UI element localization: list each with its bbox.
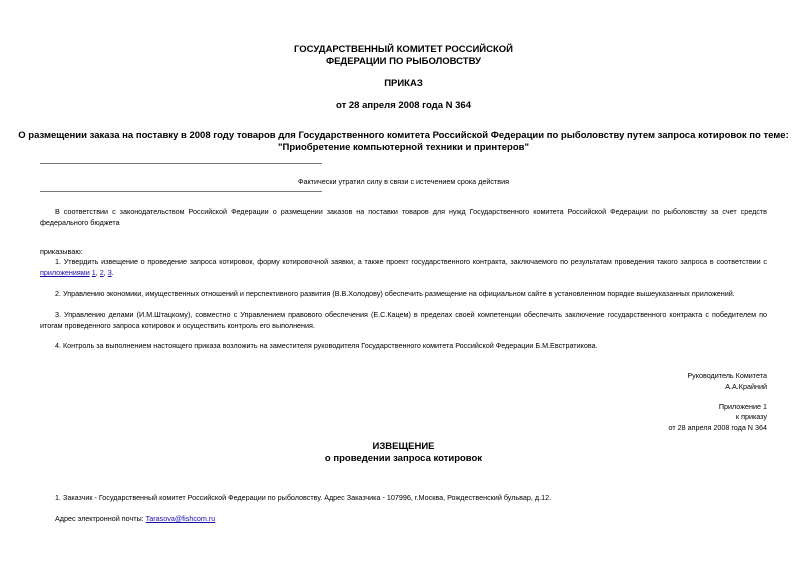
signature-position: Руководитель Комитета (687, 371, 767, 380)
item3-line2: итогам проведенного запроса котировок и осуществить контроль его выполнения. (40, 321, 315, 330)
item1-line2 (40, 267, 114, 278)
email-link[interactable]: Tarasova@fishcom.ru (145, 514, 216, 523)
subject-line1: О размещении заказа на поставку в 2008 году товаров для Государственного комитета Российской Федерации по рыболовству путем запроса котировок по теме: (18, 130, 789, 141)
appendix-1-link[interactable]: 1 (91, 268, 96, 277)
signature-name: А.А.Крайний (725, 382, 767, 391)
org-name-line2: ФЕДЕРАЦИИ ПО РЫБОЛОВСТВУ (325, 56, 481, 67)
org-name-line1: ГОСУДАРСТВЕННЫЙ КОМИТЕТ РОССИЙСКОЙ (293, 44, 514, 55)
doc-type: ПРИКАЗ (384, 78, 423, 89)
item1-end: . (111, 268, 114, 277)
order-word: приказываю: (40, 247, 83, 256)
divider-top (40, 163, 322, 164)
item1-line1: 1. Утвердить извещение о проведение запроса котировок, форму котировочной заявки, а также проект государственного контракта, заключаемого по результатам проведения такого запроса в соответствии с (55, 257, 767, 266)
doc-date: от 28 апреля 2008 года N 364 (336, 100, 471, 111)
notice-subtitle: о проведении запроса котировок (324, 453, 483, 464)
email-label: Адрес электронной почты: (55, 514, 146, 523)
appendix-3-link[interactable]: 3 (107, 268, 112, 277)
appendix-2-link[interactable]: 2 (99, 268, 104, 277)
item1-separator-1: , (95, 268, 100, 277)
item4: 4. Контроль за выполнением настоящего приказа возложить на заместителя руководителя Государственного комитета Российской Федерации Б.М.Евстратикова. (55, 341, 598, 350)
email-line (55, 513, 215, 524)
item2: 2. Управлению экономики, имущественных отношений и перспективного развития (В.В.Холодову) обеспечить размещение на официальном сайте в установленном порядке вышеуказанных приложений. (55, 289, 735, 298)
appendices-link[interactable]: приложениями (40, 268, 90, 277)
notice-item1: 1. Заказчик - Государственный комитет Российской Федерации по рыболовству. Адрес Заказчика - 107996, г.Москва, Рождественский бульвар, д.12. (55, 493, 552, 502)
preamble-line1: В соответствии с законодательством Российской Федерации о размещении заказов на поставки товаров для нужд Государственного комитета Российской Федерации по рыболовству за счет средств (55, 207, 767, 216)
divider-bottom (40, 191, 322, 192)
appendix-date: от 28 апреля 2008 года N 364 (668, 423, 767, 432)
notice-title: ИЗВЕЩЕНИЕ (372, 441, 435, 452)
item1-separator-2: , (103, 268, 108, 277)
appendix-to: к приказу (735, 412, 767, 421)
status-note: Фактически утратил силу в связи с истечением срока действия (298, 177, 509, 186)
subject-line2: "Приобретение компьютерной техники и принтеров" (278, 142, 529, 153)
item3-line1: 3. Управлению делами (И.М.Штацкому), совместно с Управлением правового обеспечения (Е.С.Кацем) в пределах своей компетенции обеспечить заключение государственного контракта с победителем по (55, 310, 767, 319)
preamble-line2: федерального бюджета (40, 218, 120, 227)
appendix-label: Приложение 1 (718, 402, 767, 411)
